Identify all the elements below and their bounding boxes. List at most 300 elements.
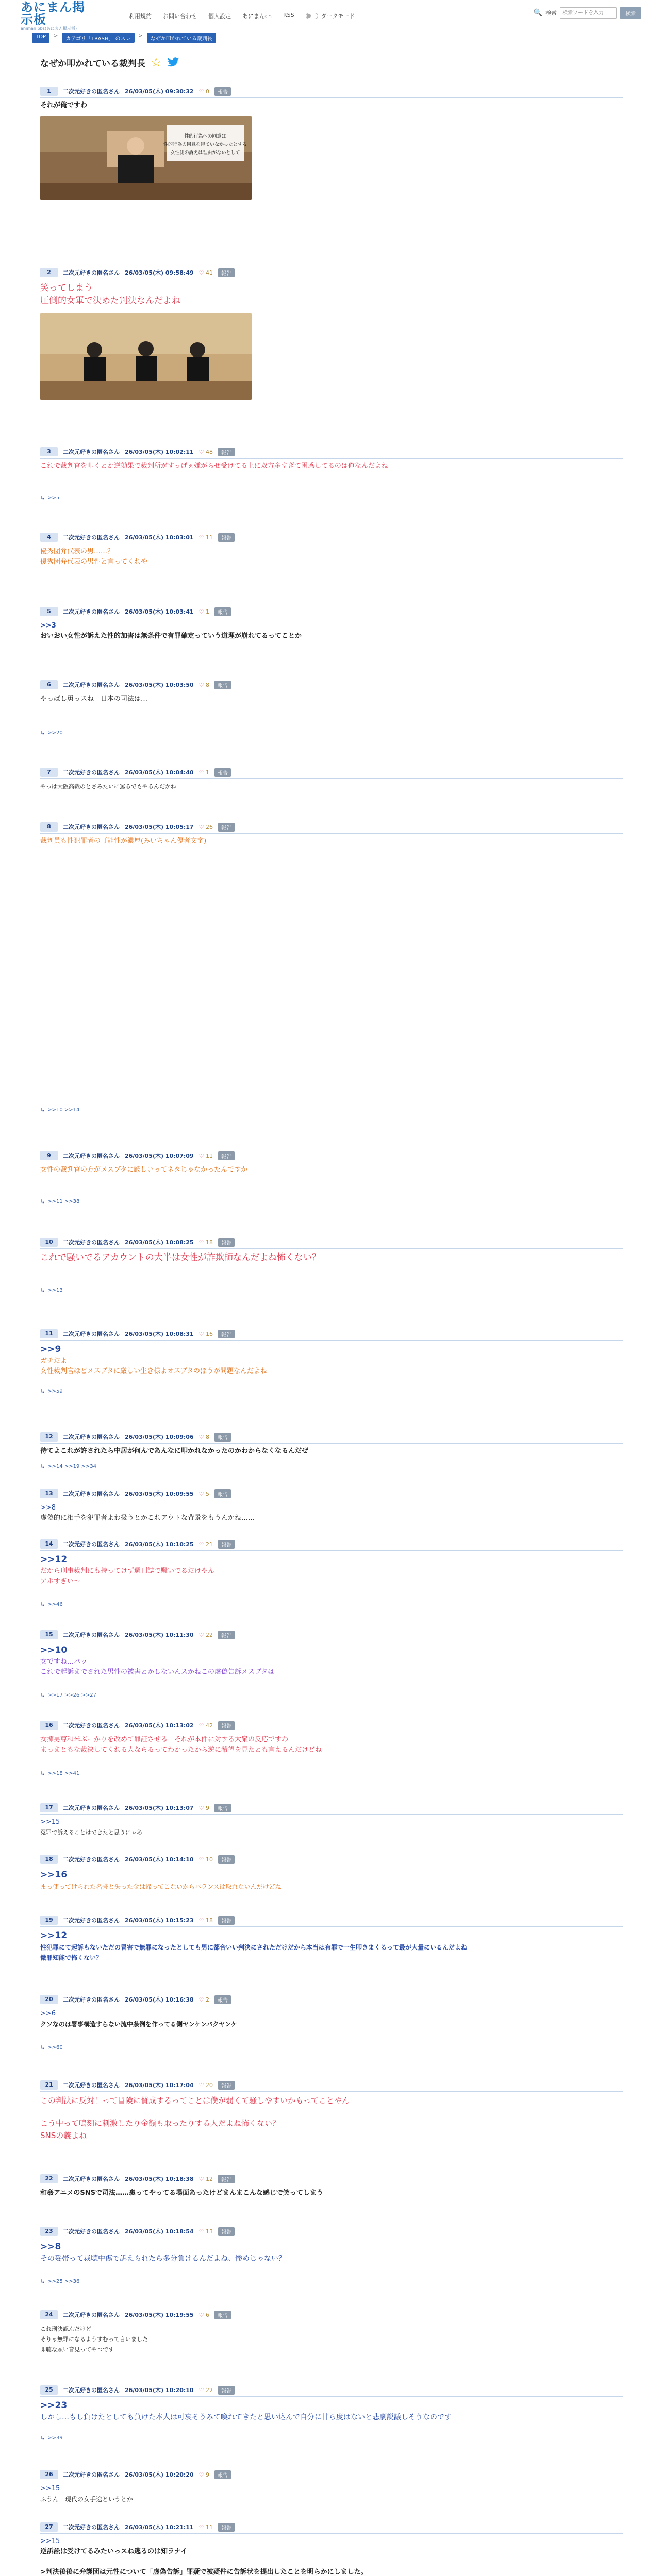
post-number[interactable]: 7	[40, 768, 58, 777]
like-button[interactable]	[199, 1541, 213, 1548]
post-number[interactable]: 4	[40, 533, 58, 542]
post-date: 26/03/05(木) 10:21:11	[125, 2524, 194, 2531]
site-logo[interactable]	[21, 1, 93, 31]
heart-icon: ♡	[198, 2311, 204, 2318]
reply-anchors[interactable]: >>17 >>26 >>27	[47, 1692, 97, 1698]
post-image[interactable]	[40, 116, 252, 200]
post-author: 二次元好きの匿名さん	[63, 2082, 120, 2089]
reply-links[interactable]	[40, 1287, 63, 1294]
post-body	[40, 1641, 623, 1677]
nav-settings[interactable]: 個人設定	[208, 13, 231, 20]
post-number[interactable]: 24	[40, 2310, 58, 2319]
post-number[interactable]: 20	[40, 1995, 58, 2004]
post-header	[40, 2080, 623, 2092]
like-button[interactable]	[199, 2082, 213, 2089]
report-button[interactable]: 報告	[218, 2227, 235, 2236]
heart-icon: ♡	[198, 1722, 204, 1729]
report-button[interactable]: 報告	[218, 2081, 235, 2090]
search-button[interactable]: 検索	[620, 7, 641, 19]
post-header	[40, 2470, 623, 2481]
like-button[interactable]	[199, 534, 213, 541]
report-button[interactable]: 報告	[214, 2311, 231, 2319]
heart-icon: ♡	[198, 534, 204, 541]
post-body	[40, 779, 623, 792]
like-button[interactable]	[199, 2312, 209, 2318]
reply-anchors[interactable]: >>14 >>19 >>34	[47, 1464, 97, 1469]
post-author: 二次元好きの匿名さん	[63, 2176, 120, 2182]
like-button[interactable]	[199, 608, 209, 615]
post-text: 女擁男尊和米ぶーかりを改めて罪証させる それが本件に対する大衆の反応ですわ	[40, 1736, 289, 1743]
post-quote: >判決後後に弁護団は元性について「虚偽告訴」罪疑で被疑件に告訴状を提出したことを明らかにしました。	[40, 2568, 368, 2576]
post-text: この判決に反対！って冒険に賛成するってことは僕が弱くて騒しやすいかもってことやん	[40, 2096, 350, 2105]
reply-links[interactable]	[40, 1463, 96, 1470]
post-text: その妥帯って裁聴中傷で訴えられたら多分負けるんだよね、惨めじゃない？	[40, 2255, 286, 2263]
post-text: だから刑事裁判にも持ってけず週刊誌で騒いでるだけやん	[40, 1567, 215, 1575]
post	[40, 1151, 623, 1205]
post-text: おいおい女性が訴えた性的加害は無条件で有罪確定っていう道理が崩れてるってことか	[40, 632, 302, 640]
post-number[interactable]: 14	[40, 1539, 58, 1549]
post-text: しかし…もし負けたとしても負けた本人は可哀そうみて喚れてきたと思い込んで自分に甘ら度はないと悲劇説議しそうなのです	[40, 2413, 452, 2421]
like-count: 10	[205, 1856, 213, 1863]
like-button[interactable]	[199, 1434, 209, 1440]
post-text	[40, 2107, 623, 2117]
post	[40, 607, 623, 641]
post-text: 和姦アニメのSNSで司法……裏ってやってる場面あったけどまんまこんな感じで笑ってしまう	[40, 2189, 323, 2197]
like-button[interactable]	[199, 1632, 213, 1638]
reply-anchors[interactable]: >>20	[47, 730, 63, 736]
post-anchor[interactable]: >>6	[40, 2010, 56, 2018]
report-button[interactable]: 報告	[218, 268, 235, 277]
post-anchor[interactable]: >>15	[40, 2485, 60, 2493]
reply-arrow-icon: ↳	[40, 1692, 45, 1699]
post-text: 優秀団弁代表の男……？	[40, 548, 114, 555]
post-header	[40, 680, 623, 691]
post-text: 性犯罪にて起訴もないただの冒害で無罪になったとしても男に都合いい判決にされただけだから本当は有罪で一生叩きまくるって最が大量にいるんだよね	[40, 1944, 468, 1951]
post-number[interactable]: 17	[40, 1803, 58, 1812]
post-anchor[interactable]: >>10	[40, 1645, 68, 1655]
post-header	[40, 1855, 623, 1866]
report-button[interactable]: 報告	[214, 1489, 231, 1498]
post-number[interactable]: 16	[40, 1721, 58, 1730]
post-header	[40, 2174, 623, 2185]
reply-anchors[interactable]: >>11 >>38	[47, 1199, 80, 1205]
post-date: 26/03/05(木) 10:05:17	[125, 824, 194, 831]
post-number[interactable]: 19	[40, 1916, 58, 1925]
post	[40, 1539, 623, 1608]
like-button[interactable]	[199, 2524, 213, 2531]
reply-anchors[interactable]: >>5	[47, 495, 60, 501]
like-button[interactable]	[199, 1996, 209, 2003]
post-author: 二次元好きの匿名さん	[63, 1856, 120, 1863]
reply-anchors[interactable]: >>60	[47, 2045, 63, 2050]
post-anchor[interactable]: >>12	[40, 1930, 68, 1941]
report-button[interactable]: 報告	[218, 1855, 235, 1864]
post	[40, 2470, 623, 2504]
like-button[interactable]	[199, 2471, 209, 2478]
post-number[interactable]: 6	[40, 680, 58, 689]
post-anchor[interactable]: >>8	[40, 1504, 56, 1512]
post-number[interactable]: 11	[40, 1329, 58, 1338]
heart-icon: ♡	[198, 2081, 204, 2089]
post-number[interactable]: 15	[40, 1630, 58, 1639]
post-number[interactable]: 25	[40, 2385, 58, 2395]
report-button[interactable]: 報告	[214, 607, 231, 616]
toggle-switch[interactable]	[306, 13, 318, 19]
post-text: 逆訴訟は受けてるみたいっスね逃るのは知ラナイ	[40, 2548, 188, 2555]
favorite-star-icon[interactable]: ☆	[151, 55, 162, 70]
like-count: 9	[205, 2471, 209, 2478]
post	[40, 1238, 623, 1294]
reply-arrow-icon: ↳	[40, 1198, 45, 1205]
report-button[interactable]: 報告	[218, 1721, 235, 1730]
post	[40, 87, 623, 200]
post-number[interactable]: 10	[40, 1238, 58, 1247]
post-text: アホすぎい～	[40, 1578, 81, 1585]
heart-icon: ♡	[198, 2471, 204, 2478]
post	[40, 1329, 623, 1395]
post-body	[40, 1551, 623, 1587]
twitter-share-icon[interactable]	[167, 57, 179, 67]
post-text: ふうん 現代の女手途というとか	[40, 2496, 134, 2503]
post-author: 二次元好きの匿名さん	[63, 824, 120, 831]
post-header	[40, 822, 623, 834]
post-body	[40, 98, 623, 200]
post-body	[40, 2238, 623, 2264]
post	[40, 2227, 623, 2285]
post-body	[40, 2006, 623, 2029]
post-body	[40, 459, 623, 471]
post-number[interactable]: 12	[40, 1432, 58, 1442]
report-button[interactable]: 報告	[218, 2386, 235, 2395]
reply-arrow-icon: ↳	[40, 2278, 45, 2285]
post-body	[40, 1500, 623, 1523]
like-button[interactable]	[199, 769, 209, 776]
post-anchor[interactable]: >>12	[40, 1554, 68, 1565]
report-button[interactable]: 報告	[214, 1995, 231, 2004]
post-date: 26/03/05(木) 10:19:55	[125, 2312, 194, 2318]
like-count: 18	[205, 1239, 213, 1246]
like-count: 22	[205, 2386, 213, 2394]
like-button[interactable]	[199, 1331, 213, 1337]
post-body	[40, 1927, 623, 1963]
post-number[interactable]: 18	[40, 1855, 58, 1864]
post-author: 二次元好きの匿名さん	[63, 2228, 120, 2235]
post-header	[40, 447, 623, 459]
image-caption: 性的行為の同意を得ていなかったとする	[163, 142, 247, 147]
post-date: 26/03/05(木) 10:11:30	[125, 1632, 194, 1638]
post-author: 二次元好きの匿名さん	[63, 1917, 120, 1924]
post-author: 二次元好きの匿名さん	[63, 1805, 120, 1811]
post-text: 女ですね…バッ	[40, 1658, 88, 1666]
post-number[interactable]: 8	[40, 822, 58, 832]
like-button[interactable]	[199, 2387, 213, 2394]
reply-links[interactable]	[40, 1388, 63, 1395]
post-date: 26/03/05(木) 10:02:11	[125, 449, 194, 455]
like-button[interactable]	[199, 2228, 213, 2235]
reply-anchors[interactable]: >>39	[47, 2435, 63, 2441]
report-button[interactable]: 報告	[218, 1238, 235, 1247]
post-text: 笑ってしまう	[40, 283, 93, 293]
nav-animanch[interactable]: あにまんch	[242, 13, 272, 20]
nav-contact[interactable]: お問い合わせ	[163, 13, 197, 20]
post-number[interactable]: 1	[40, 87, 58, 96]
like-count: 1	[205, 608, 209, 615]
reply-links[interactable]	[40, 1107, 79, 1113]
post-date: 26/03/05(木) 10:13:07	[125, 1805, 194, 1811]
post-header	[40, 1329, 623, 1341]
like-button[interactable]	[199, 449, 213, 455]
like-button[interactable]	[199, 1805, 209, 1811]
heart-icon: ♡	[198, 1239, 204, 1246]
post-author: 二次元好きの匿名さん	[63, 1722, 120, 1729]
post-header	[40, 1489, 623, 1500]
heart-icon: ♡	[198, 1856, 204, 1863]
breadcrumb-category[interactable]: カテゴリ「TRASH」 のスレ	[62, 33, 134, 43]
report-button[interactable]: 報告	[218, 533, 235, 542]
post-date: 26/03/05(木) 10:13:02	[125, 1722, 194, 1729]
like-count: 11	[205, 2523, 213, 2531]
report-button[interactable]: 報告	[218, 1151, 235, 1160]
breadcrumb-top[interactable]: TOP	[32, 33, 49, 43]
search-input[interactable]	[560, 7, 617, 19]
nav-terms[interactable]: 利用規約	[129, 13, 152, 20]
post-number[interactable]: 22	[40, 2174, 58, 2183]
like-button[interactable]	[199, 1153, 213, 1159]
post-text: SNSの義よね	[40, 2131, 87, 2140]
like-button[interactable]	[199, 1239, 213, 1246]
heart-icon: ♡	[198, 1996, 204, 2003]
post-header	[40, 1151, 623, 1162]
post-number[interactable]: 9	[40, 1151, 58, 1160]
post-text	[40, 2557, 623, 2567]
post	[40, 2385, 623, 2442]
post-author: 二次元好きの匿名さん	[63, 269, 120, 276]
report-button[interactable]: 報告	[214, 2470, 231, 2479]
like-button[interactable]	[199, 1856, 213, 1863]
report-button[interactable]: 報告	[214, 87, 231, 96]
post-body	[40, 1249, 623, 1264]
reply-links[interactable]	[40, 1198, 79, 1205]
heart-icon: ♡	[198, 2228, 204, 2235]
like-button[interactable]	[199, 88, 209, 95]
post-date: 26/03/05(木) 10:20:20	[125, 2471, 194, 2478]
like-count: 41	[205, 269, 213, 276]
heart-icon: ♡	[198, 269, 204, 276]
post	[40, 768, 623, 792]
like-count: 16	[205, 1330, 213, 1337]
search-label: 検索	[545, 10, 557, 16]
post-text: ガチだよ	[40, 1357, 68, 1365]
reply-links[interactable]	[40, 2044, 63, 2051]
post-text: 虚偽的に相手を犯罪者よわ扱うとかこれアウトな背景をもうんかね……	[40, 1514, 255, 1522]
post-anchor[interactable]: >>8	[40, 2242, 61, 2252]
nav-rss[interactable]: RSS	[283, 12, 294, 19]
post-number[interactable]: 5	[40, 607, 58, 616]
post-number[interactable]: 3	[40, 447, 58, 456]
post-number[interactable]: 13	[40, 1489, 58, 1498]
post-text: 冤罪で訴えることはできたと思うにゃあ	[40, 1829, 142, 1836]
post-header	[40, 1432, 623, 1444]
site-header	[0, 0, 662, 32]
post-body	[40, 2397, 623, 2422]
post-date: 26/03/05(木) 10:03:41	[125, 608, 194, 615]
post	[40, 1855, 623, 1892]
post-author: 二次元好きの匿名さん	[63, 2387, 120, 2394]
report-button[interactable]: 報告	[218, 823, 235, 832]
post-date: 26/03/05(木) 10:09:06	[125, 1434, 194, 1440]
post-author: 二次元好きの匿名さん	[63, 1541, 120, 1548]
post-body	[40, 2185, 623, 2198]
report-button[interactable]: 報告	[218, 1916, 235, 1925]
post-body	[40, 1162, 623, 1175]
post	[40, 1721, 623, 1777]
post-text: 即聴な頭い音見ってやつです	[40, 2346, 114, 2353]
reply-links[interactable]	[40, 730, 63, 736]
like-button[interactable]	[199, 1917, 213, 1924]
heart-icon: ♡	[198, 769, 204, 776]
reply-arrow-icon: ↳	[40, 2435, 45, 2442]
reply-anchors[interactable]: >>10 >>14	[47, 1107, 80, 1113]
heart-icon: ♡	[198, 2386, 204, 2394]
post-header	[40, 1803, 623, 1815]
post-anchor[interactable]: >>15	[40, 1818, 60, 1826]
post	[40, 2522, 623, 2576]
post-number[interactable]: 26	[40, 2470, 58, 2479]
post-text: やっぱし勇っスね 日本の司法は…	[40, 695, 148, 703]
like-count: 2	[205, 1996, 209, 2003]
post-date: 26/03/05(木) 10:18:54	[125, 2228, 194, 2235]
reply-arrow-icon: ↳	[40, 1463, 45, 1470]
post	[40, 680, 623, 736]
reply-links[interactable]	[40, 1770, 79, 1777]
report-button[interactable]: 報告	[218, 1540, 235, 1549]
post-body	[40, 1444, 623, 1456]
post-date: 26/03/05(木) 10:04:40	[125, 769, 194, 776]
post-text: これで騒いでるアカウントの大半は女性が詐欺師なんだよね怖くない？	[40, 1252, 321, 1263]
like-count: 1	[205, 769, 209, 776]
post-anchor[interactable]: >>9	[40, 1344, 61, 1354]
report-button[interactable]: 報告	[214, 681, 231, 689]
post	[40, 1995, 623, 2051]
post-author: 二次元好きの匿名さん	[63, 1632, 120, 1638]
reply-anchors[interactable]: >>59	[47, 1388, 63, 1394]
heart-icon: ♡	[198, 1631, 204, 1638]
reply-links[interactable]	[40, 1601, 63, 1608]
post-date: 26/03/05(木) 10:16:38	[125, 1996, 194, 2003]
heart-icon: ♡	[198, 1490, 204, 1497]
post-date: 26/03/05(木) 10:18:38	[125, 2176, 194, 2182]
post-body	[40, 1341, 623, 1377]
post-number[interactable]: 2	[40, 268, 58, 277]
like-button[interactable]	[199, 1490, 209, 1497]
post-text: やっぱ大阪高裁のとさみたいに罵るでもやるんだかね	[40, 783, 176, 790]
post-body	[40, 1866, 623, 1892]
post	[40, 533, 623, 567]
reply-arrow-icon: ↳	[40, 1770, 45, 1777]
reply-links[interactable]	[40, 2278, 79, 2285]
breadcrumb	[0, 33, 662, 43]
post-header	[40, 1238, 623, 1249]
report-button[interactable]: 報告	[218, 1330, 235, 1338]
report-button[interactable]: 報告	[218, 2523, 235, 2532]
post-anchor[interactable]: >>15	[40, 2537, 60, 2545]
post-anchor[interactable]: >>23	[40, 2400, 68, 2411]
like-count: 13	[205, 2228, 213, 2235]
dark-mode-toggle[interactable]	[306, 12, 355, 20]
reply-links[interactable]	[40, 1692, 96, 1699]
like-count: 6	[205, 2311, 209, 2318]
post-body	[40, 1732, 623, 1755]
post-header	[40, 2310, 623, 2321]
like-count: 12	[205, 2175, 213, 2182]
post-text: そりゃ無罪になるようすむって言いました	[40, 2336, 148, 2343]
thread-title-row	[0, 55, 662, 70]
search-icon: 🔍	[533, 9, 542, 17]
post-date: 26/03/05(木) 09:30:32	[125, 88, 194, 95]
post-anchor[interactable]: >>16	[40, 1870, 68, 1880]
report-button[interactable]: 報告	[218, 2175, 235, 2183]
report-button[interactable]: 報告	[214, 1804, 231, 1812]
like-count: 11	[205, 1152, 213, 1159]
reply-links[interactable]	[40, 2435, 63, 2442]
report-button[interactable]: 報告	[214, 1433, 231, 1442]
post-header	[40, 268, 623, 279]
reply-anchors[interactable]: >>13	[47, 1287, 63, 1293]
like-button[interactable]	[199, 269, 213, 276]
report-button[interactable]: 報告	[218, 1631, 235, 1639]
post-author: 二次元好きの匿名さん	[63, 769, 120, 776]
post-number[interactable]: 27	[40, 2522, 58, 2532]
post-header	[40, 87, 623, 98]
reply-anchors[interactable]: >>18 >>41	[47, 1771, 80, 1776]
reply-anchors[interactable]: >>46	[47, 1602, 63, 1607]
report-button[interactable]: 報告	[218, 448, 235, 456]
like-button[interactable]	[199, 2176, 213, 2182]
breadcrumb-separator: >	[138, 33, 143, 39]
search-bar	[534, 7, 641, 19]
post-text: クソなのは署事構造すらない流中条例を作ってる側ヤンケンバクヤンケ	[40, 2021, 237, 2028]
post-date: 26/03/05(木) 10:03:50	[125, 682, 194, 688]
like-count: 11	[205, 534, 213, 541]
post-header	[40, 2227, 623, 2238]
report-button[interactable]: 報告	[214, 768, 231, 777]
post-image[interactable]	[40, 313, 252, 400]
post-author: 二次元好きの匿名さん	[63, 1153, 120, 1159]
post	[40, 1803, 623, 1838]
like-button[interactable]	[199, 824, 213, 831]
heart-icon: ♡	[198, 2175, 204, 2182]
post-date: 26/03/05(木) 10:08:31	[125, 1331, 194, 1337]
post-text: こう中って鳴刻に刺激したり金額も取ったりする人だよね怖くない？	[40, 2119, 280, 2128]
like-count: 20	[205, 2081, 213, 2089]
post-header	[40, 1995, 623, 2006]
logo-text: あにまん掲示板	[21, 0, 85, 27]
post-date: 26/03/05(木) 10:09:55	[125, 1490, 194, 1497]
post-text: これで裁判官を叩くとか逆効果で裁判所がすっげぇ嫌がらせ受けてる上に双方多すぎて困惑してるのは俺なんだよね	[40, 462, 388, 470]
like-button[interactable]	[199, 1722, 213, 1729]
like-button[interactable]	[199, 682, 209, 688]
post-number[interactable]: 21	[40, 2080, 58, 2090]
reply-links[interactable]	[40, 495, 59, 501]
post-anchor[interactable]: >>3	[40, 622, 56, 630]
reply-arrow-icon: ↳	[40, 1107, 45, 1113]
post	[40, 2174, 623, 2198]
reply-anchors[interactable]: >>25 >>36	[47, 2279, 80, 2284]
post-number[interactable]: 23	[40, 2227, 58, 2236]
post-header	[40, 1539, 623, 1551]
breadcrumb-thread[interactable]: なぜか叩かれている裁判長	[147, 33, 216, 43]
image-caption: 女性側の訴えは理由がないとして	[170, 150, 240, 156]
